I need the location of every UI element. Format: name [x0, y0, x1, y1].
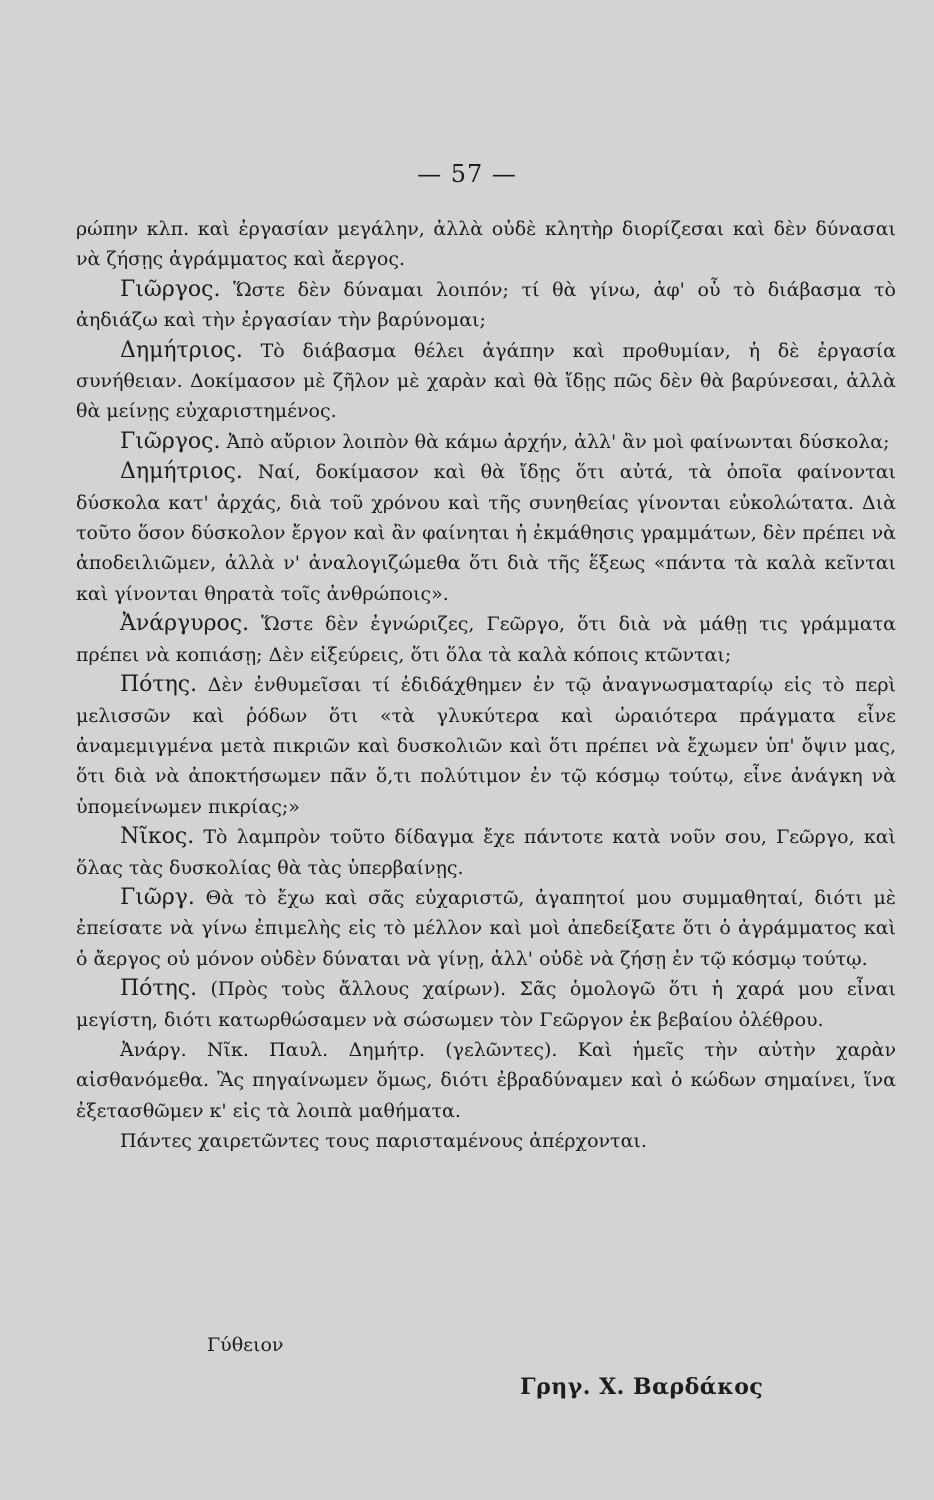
paragraph: [76, 336, 896, 427]
paragraph-text: Πάντες χαιρετῶντες τους παρισταμένους ἀπέρχονται.: [120, 1130, 647, 1153]
paragraph: [76, 883, 896, 974]
paragraph-text: Τὸ λαμπρὸν τοῦτο δίδαγμα ἔχε πάντοτε κατὰ νοῦν σου, Γεῶργο, καὶ ὅλας τὰς δυσκολίας θὰ τὰς ὑπερβαίνῃς.: [76, 826, 896, 879]
paragraph: [76, 457, 896, 609]
speaker-name: Ἀνάργ. Νῖκ. Παυλ. Δημήτρ.: [120, 1038, 426, 1061]
paragraph-text: Δὲν ἐνθυμεῖσαι τί ἐδιδάχθημεν ἐν τῷ ἀναγνωσματαρίῳ εἰς τὸ περὶ μελισσῶν καὶ ῥόδων ὅτι «τὰ γλυκύτερα καὶ ὡραιότερα πράγματα εἶνε ἀναμεμιγμένα μετὰ πικριῶν καὶ δυσκολιῶν καὶ ὅτι πρέπει νὰ ἔχωμεν ὑπ' ὄψιν μας, ὅτι διὰ νὰ ἀποκτήσωμεν πᾶν ὅ,τι πολύτιμον ἐν τῷ κόσμῳ τούτῳ, εἶνε ἀνάγκη νὰ ὑπομείνωμεν πικρίας;»: [76, 674, 896, 818]
speaker-name: Ἀνάργυρος.: [120, 611, 250, 637]
speaker-name: Δημήτριος.: [120, 337, 243, 363]
paragraph-text: (Πρὸς τοὺς ἄλλους χαίρων). Σᾶς ὁμολογῶ ὅτι ἡ χαρά μου εἶναι μεγίστη, διότι κατωρθώσαμεν νὰ σώσωμεν τὸν Γεῶργον ἐκ βεβαίου ὀλέθρου.: [76, 978, 896, 1031]
speaker-name: Δημήτριος.: [120, 459, 243, 485]
speaker-name: Γιῶργος.: [120, 276, 221, 302]
stage-direction: [76, 1126, 896, 1156]
paragraph: [76, 427, 896, 457]
paragraph: [76, 214, 896, 275]
paragraph-text: Ὥστε δὲν δύναμαι λοιπόν; τί θὰ γίνω, ἀφ' οὗ τὸ διάβασμα τὸ ἀηδιάζω καὶ τὴν ἐργασίαν τὴν βαρύνομαι;: [76, 278, 896, 332]
paragraph-text: Ἀπὸ αὔριον λοιπὸν θὰ κάμω ἀρχήν, ἀλλ' ἂν μοὶ φαίνωνται δύσκολα;: [220, 430, 890, 453]
paragraph-text: Τὸ διάβασμα θέλει ἀγάπην καὶ προθυμίαν, ἡ δὲ ἐργασία συνήθειαν. Δοκίμασον μὲ ζῆλον μὲ χαρὰν καὶ θὰ ἴδῃς πῶς δὲν θὰ βαρύνεσαι, ἀλλὰ θὰ μείνῃς εὐχαριστημένος.: [76, 339, 896, 423]
paragraph-text: Ναί, δοκίμασον καὶ θὰ ἴδῃς ὅτι αὐτά, τὰ ὁποῖα φαίνονται δύσκολα κατ' ἀρχάς, διὰ τοῦ χρόνου καὶ τῆς συνηθείας γίνονται εὐκολώτατα. Διὰ τοῦτο ὅσον δύσκολον ἔργον καὶ ἂν φαίνηται ἡ ἐκμάθησις γραμμάτων, δὲν πρέπει νὰ ἀποδειλιῶμεν, ἀλλὰ ν' ἀναλογιζώμεθα ὅτι διὰ τῆς ἕξεως «πάντα τὰ καλὰ κεῖνται καὶ γίνονται θηρατὰ τοῖς ἀνθρώποις».: [76, 461, 896, 605]
paragraph: [76, 822, 896, 883]
speaker-name: Πότης.: [120, 672, 198, 698]
paragraph-text: Θὰ τὸ ἔχω καὶ σᾶς εὐχαριστῶ, ἀγαπητοί μου συμμαθηταί, διότι μὲ ἐπείσατε νὰ γίνω ἐπιμελὴς εἰς τὸ μέλλον καὶ μοὶ ἀπεδείξατε ὅτι ὁ ἀγράμματος καὶ ὁ ἄεργος οὐ μόνον οὐδὲν δύναται νὰ γίνῃ, ἀλλ' οὐδὲ νὰ ζήσῃ ἐν τῷ κόσμῳ τούτῳ.: [76, 886, 896, 970]
paragraph-text: Ὥστε δὲν ἐγνώριζες, Γεῶργο, ὅτι διὰ νὰ μάθῃ τις γράμματα πρέπει νὰ κοπιάσῃ; Δὲν εἰξεύρεις, ὅτι ὅλα τὰ καλὰ κόποις κτῶνται;: [76, 613, 896, 666]
speaker-name: Γιῶργος.: [120, 428, 221, 454]
author-signature: Γρηγ. Χ. Βαρδάκος: [520, 1374, 764, 1400]
page-number: — 57 —: [417, 160, 517, 188]
place-name: Γύθειον: [207, 1334, 284, 1356]
speaker-name: Πότης.: [120, 976, 198, 1002]
paragraph: [76, 974, 896, 1035]
paragraph: [76, 609, 896, 670]
body-text: [76, 214, 896, 1157]
speaker-name: Γιῶργ.: [120, 884, 195, 910]
paragraph: [76, 1035, 896, 1126]
paragraph: [76, 670, 896, 822]
paragraph: [76, 275, 896, 336]
paragraph-text: ρώπην κλπ. καὶ ἐργασίαν μεγάλην, ἀλλὰ οὐδὲ κλητὴρ διορίζεσαι καὶ δὲν δύνασαι νὰ ζήσῃς ἀγράμματος καὶ ἄεργος.: [76, 218, 896, 271]
speaker-name: Νῖκος.: [120, 824, 195, 850]
paragraph-text: (γελῶντες). Καὶ ἡμεῖς τὴν αὐτὴν χαρὰν αἰσθανόμεθα. Ἂς πηγαίνωμεν ὅμως, διότι ἐβραδύναμεν καὶ ὁ κώδων σημαίνει, ἵνα ἐξετασθῶμεν κ' εἰς τὰ λοιπὰ μαθήματα.: [76, 1038, 896, 1122]
